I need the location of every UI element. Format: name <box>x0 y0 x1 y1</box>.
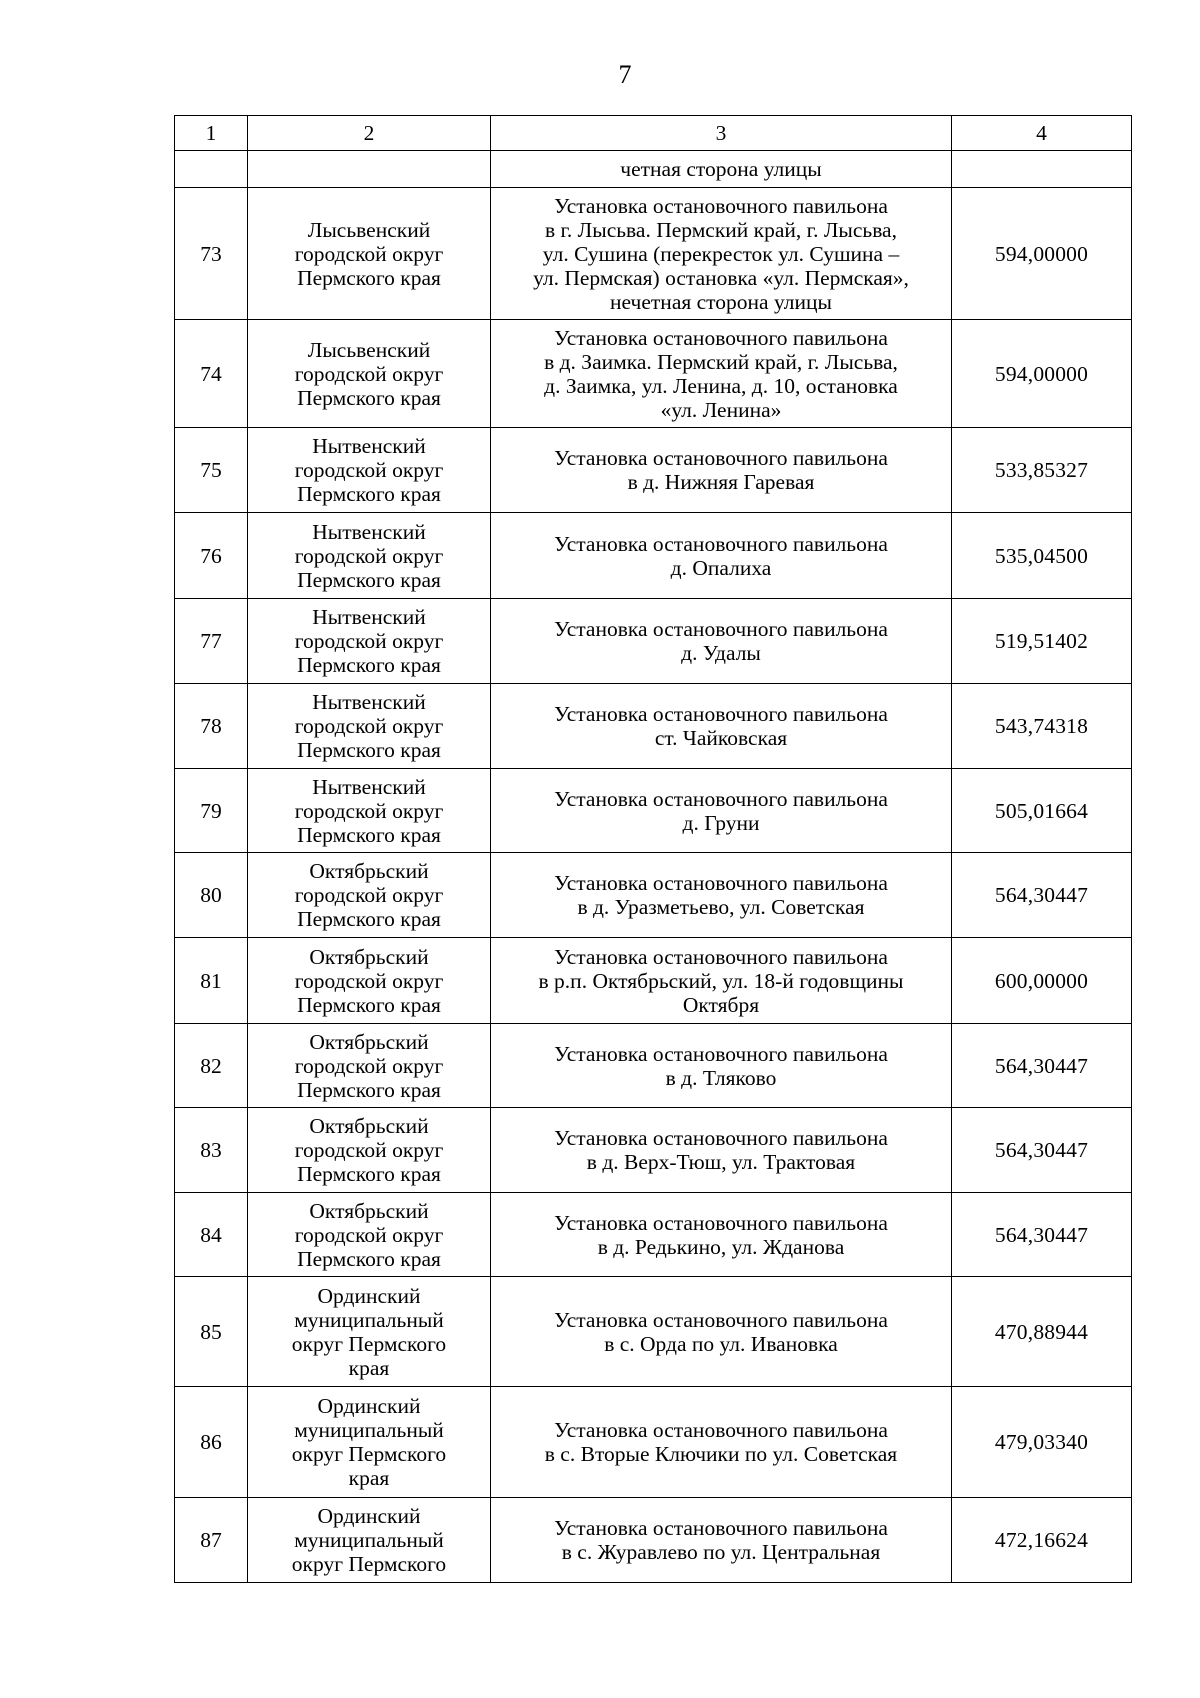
municipality-cell <box>248 1498 491 1583</box>
description-line: д. Заимка, ул. Ленина, д. 10, остановка <box>544 373 898 398</box>
continuation-amount-cell <box>952 151 1132 188</box>
municipality-line: Ординский <box>317 1394 421 1418</box>
municipality-cell <box>248 428 491 513</box>
description-line: в с. Вторые Ключики по ул. Советская <box>544 1442 898 1466</box>
description-cell <box>491 320 952 428</box>
table-row <box>175 1108 1132 1193</box>
description-line: Установка остановочного павильона <box>554 531 888 556</box>
table-row <box>175 1277 1132 1387</box>
column-number-2: 2 <box>248 116 491 151</box>
amount-cell: 472,16624 <box>952 1498 1132 1583</box>
row-number-cell: 73 <box>175 188 248 320</box>
column-number-1: 1 <box>175 116 248 151</box>
description-line: Установка остановочного павильона <box>554 1307 888 1332</box>
municipality-line: Пермского края <box>297 822 441 847</box>
table-row <box>175 769 1132 853</box>
description-cell <box>491 188 952 320</box>
municipality-cell <box>248 1108 491 1193</box>
municipality-line: Ординский <box>317 1283 421 1308</box>
table-row <box>175 320 1132 428</box>
description-line: Установка остановочного павильона <box>554 1418 888 1442</box>
municipality-line: Нытвенский <box>312 519 426 544</box>
municipality-cell <box>248 320 491 428</box>
page-number: 7 <box>618 60 632 89</box>
municipality-line: Пермского края <box>297 738 441 762</box>
municipality-cell <box>248 599 491 684</box>
municipality-cell <box>248 1193 491 1277</box>
description-line: д. Груни <box>682 810 760 835</box>
table-row <box>175 428 1132 513</box>
description-line: в г. Лысьва. Пермский край, г. Лысьва, <box>545 217 897 242</box>
municipality-line: Пермского края <box>297 1246 441 1271</box>
description-cell <box>491 853 952 938</box>
description-line: Установка остановочного павильона <box>554 786 888 811</box>
row-number-cell: 81 <box>175 938 248 1024</box>
municipality-line: городской округ <box>294 1138 444 1162</box>
municipality-line: городской округ <box>294 883 444 907</box>
description-cell <box>491 1277 952 1387</box>
description-line: Установка остановочного павильона <box>554 1126 888 1150</box>
description-line: Октября <box>682 992 760 1017</box>
municipality-line: Нытвенский <box>312 434 426 458</box>
amount-cell: 594,00000 <box>952 188 1132 320</box>
amount-cell: 535,04500 <box>952 513 1132 599</box>
column-number-3: 3 <box>491 116 952 151</box>
table-row <box>175 599 1132 684</box>
row-number-cell: 84 <box>175 1193 248 1277</box>
description-line: в д. Заимка. Пермский край, г. Лысьва, <box>544 349 898 374</box>
description-cell <box>491 1193 952 1277</box>
municipality-cell <box>248 769 491 853</box>
table-row <box>175 1498 1132 1583</box>
municipality-cell <box>248 1024 491 1108</box>
municipality-line: Октябрьский <box>309 944 429 969</box>
description-line: в д. Тляково <box>665 1065 777 1090</box>
description-line: нечетная сторона улицы <box>610 289 832 314</box>
description-line: в р.п. Октябрьский, ул. 18-й годовщины <box>538 968 904 993</box>
municipality-cell <box>248 1387 491 1498</box>
municipality-line: городской округ <box>294 629 444 653</box>
description-line: в д. Уразметьево, ул. Советская <box>577 895 865 919</box>
description-line: ст. Чайковская <box>654 726 788 750</box>
description-line: в д. Верх-Тюш, ул. Трактовая <box>586 1150 856 1174</box>
municipality-line: городской округ <box>294 1053 444 1078</box>
municipality-line: округ Пермского <box>291 1331 447 1356</box>
row-number-cell: 87 <box>175 1498 248 1583</box>
description-cell <box>491 1024 952 1108</box>
row-number-cell: 79 <box>175 769 248 853</box>
description-line: в с. Журавлево по ул. Центральная <box>561 1540 881 1564</box>
municipality-line: городской округ <box>294 361 444 386</box>
description-line: ул. Пермская) остановка «ул. Пермская», <box>533 265 909 290</box>
description-cell <box>491 769 952 853</box>
continuation-description-cell: четная сторона улицы <box>491 151 952 188</box>
municipality-line: Пермского края <box>297 1162 441 1186</box>
municipality-line: Пермского края <box>297 1077 441 1102</box>
description-cell <box>491 1498 952 1583</box>
amount-cell: 564,30447 <box>952 853 1132 938</box>
description-cell <box>491 599 952 684</box>
row-number-cell: 76 <box>175 513 248 599</box>
municipality-cell <box>248 938 491 1024</box>
municipality-cell <box>248 513 491 599</box>
row-number-cell: 85 <box>175 1277 248 1387</box>
row-number-cell: 83 <box>175 1108 248 1193</box>
row-number-cell: 80 <box>175 853 248 938</box>
municipality-line: Пермского края <box>297 653 441 677</box>
table-row <box>175 188 1132 320</box>
table-row <box>175 513 1132 599</box>
continuation-municipality-cell <box>248 151 491 188</box>
description-line: в д. Нижняя Гаревая <box>627 470 815 494</box>
column-number-row <box>175 116 1132 151</box>
municipality-cell <box>248 188 491 320</box>
row-number-cell: 74 <box>175 320 248 428</box>
amount-cell: 564,30447 <box>952 1108 1132 1193</box>
description-line: Установка остановочного павильона <box>554 1516 888 1540</box>
municipality-line: городской округ <box>294 458 444 482</box>
municipality-line: Ординский <box>317 1504 421 1528</box>
continuation-num-cell <box>175 151 248 188</box>
municipality-line: Пермского края <box>297 482 441 506</box>
municipality-line: края <box>348 1466 390 1490</box>
amount-cell: 564,30447 <box>952 1024 1132 1108</box>
amount-cell: 600,00000 <box>952 938 1132 1024</box>
municipality-line: муниципальный <box>294 1418 444 1442</box>
description-line: Установка остановочного павильона <box>554 193 888 218</box>
description-line: Установка остановочного павильона <box>554 871 888 895</box>
description-line: в д. Редькино, ул. Жданова <box>597 1234 845 1259</box>
amount-cell: 564,30447 <box>952 1193 1132 1277</box>
row-number-cell: 86 <box>175 1387 248 1498</box>
municipality-line: Пермского края <box>297 567 441 592</box>
table-row <box>175 938 1132 1024</box>
description-line: «ул. Ленина» <box>660 397 782 422</box>
municipality-line: Октябрьский <box>309 859 429 883</box>
municipality-line: городской округ <box>294 968 444 993</box>
description-line: Установка остановочного павильона <box>554 325 888 350</box>
description-line: Установка остановочного павильона <box>554 1210 888 1235</box>
continuation-row <box>175 151 1132 188</box>
municipality-line: Пермского края <box>297 907 441 931</box>
row-number-cell: 82 <box>175 1024 248 1108</box>
description-line: Установка остановочного павильона <box>554 702 888 726</box>
municipality-line: городской округ <box>294 798 444 823</box>
municipality-line: городской округ <box>294 714 444 738</box>
table-row <box>175 1387 1132 1498</box>
municipality-line: Нытвенский <box>312 605 426 629</box>
municipality-line: городской округ <box>294 1222 444 1247</box>
description-line: д. Опалиха <box>670 555 772 580</box>
amount-cell: 505,01664 <box>952 769 1132 853</box>
municipality-line: Пермского края <box>297 992 441 1017</box>
municipality-line: края <box>348 1355 390 1380</box>
amount-cell: 543,74318 <box>952 684 1132 769</box>
description-line: Установка остановочного павильона <box>554 944 888 969</box>
table-row <box>175 1024 1132 1108</box>
description-line: Установка остановочного павильона <box>554 446 888 470</box>
municipality-line: городской округ <box>294 241 444 266</box>
table-row <box>175 853 1132 938</box>
amount-cell: 594,00000 <box>952 320 1132 428</box>
amount-cell: 470,88944 <box>952 1277 1132 1387</box>
municipality-line: городской округ <box>294 543 444 568</box>
description-line: Установка остановочного павильона <box>554 1041 888 1066</box>
municipality-cell <box>248 684 491 769</box>
row-number-cell: 77 <box>175 599 248 684</box>
row-number-cell: 78 <box>175 684 248 769</box>
municipality-line: Пермского края <box>297 385 441 410</box>
amount-cell: 519,51402 <box>952 599 1132 684</box>
description-cell <box>491 428 952 513</box>
municipality-line: округ Пермского <box>291 1442 447 1466</box>
municipality-line: муниципальный <box>294 1307 444 1332</box>
description-line: ул. Сушина (перекресток ул. Сушина – <box>542 241 900 266</box>
municipality-line: Нытвенский <box>312 774 426 799</box>
municipality-line: Октябрьский <box>309 1114 429 1138</box>
municipality-line: Октябрьский <box>309 1029 429 1054</box>
column-number-4: 4 <box>952 116 1132 151</box>
municipality-line: Пермского края <box>297 265 441 290</box>
amount-cell: 479,03340 <box>952 1387 1132 1498</box>
municipality-line: Лысьвенский <box>307 217 431 242</box>
row-number-cell: 75 <box>175 428 248 513</box>
description-cell <box>491 938 952 1024</box>
allocation-table <box>174 115 1132 1583</box>
municipality-line: округ Пермского <box>291 1552 447 1576</box>
description-line: в с. Орда по ул. Ивановка <box>604 1331 838 1356</box>
table-row <box>175 1193 1132 1277</box>
description-cell <box>491 684 952 769</box>
description-cell <box>491 513 952 599</box>
municipality-cell <box>248 1277 491 1387</box>
municipality-cell <box>248 853 491 938</box>
municipality-line: Нытвенский <box>312 690 426 714</box>
table-row <box>175 684 1132 769</box>
description-cell <box>491 1387 952 1498</box>
municipality-line: Октябрьский <box>309 1198 429 1223</box>
amount-cell: 533,85327 <box>952 428 1132 513</box>
municipality-line: Лысьвенский <box>307 337 431 362</box>
description-cell <box>491 1108 952 1193</box>
municipality-line: муниципальный <box>294 1528 444 1552</box>
description-line: Установка остановочного павильона <box>554 617 888 641</box>
description-line: д. Удалы <box>681 641 761 665</box>
